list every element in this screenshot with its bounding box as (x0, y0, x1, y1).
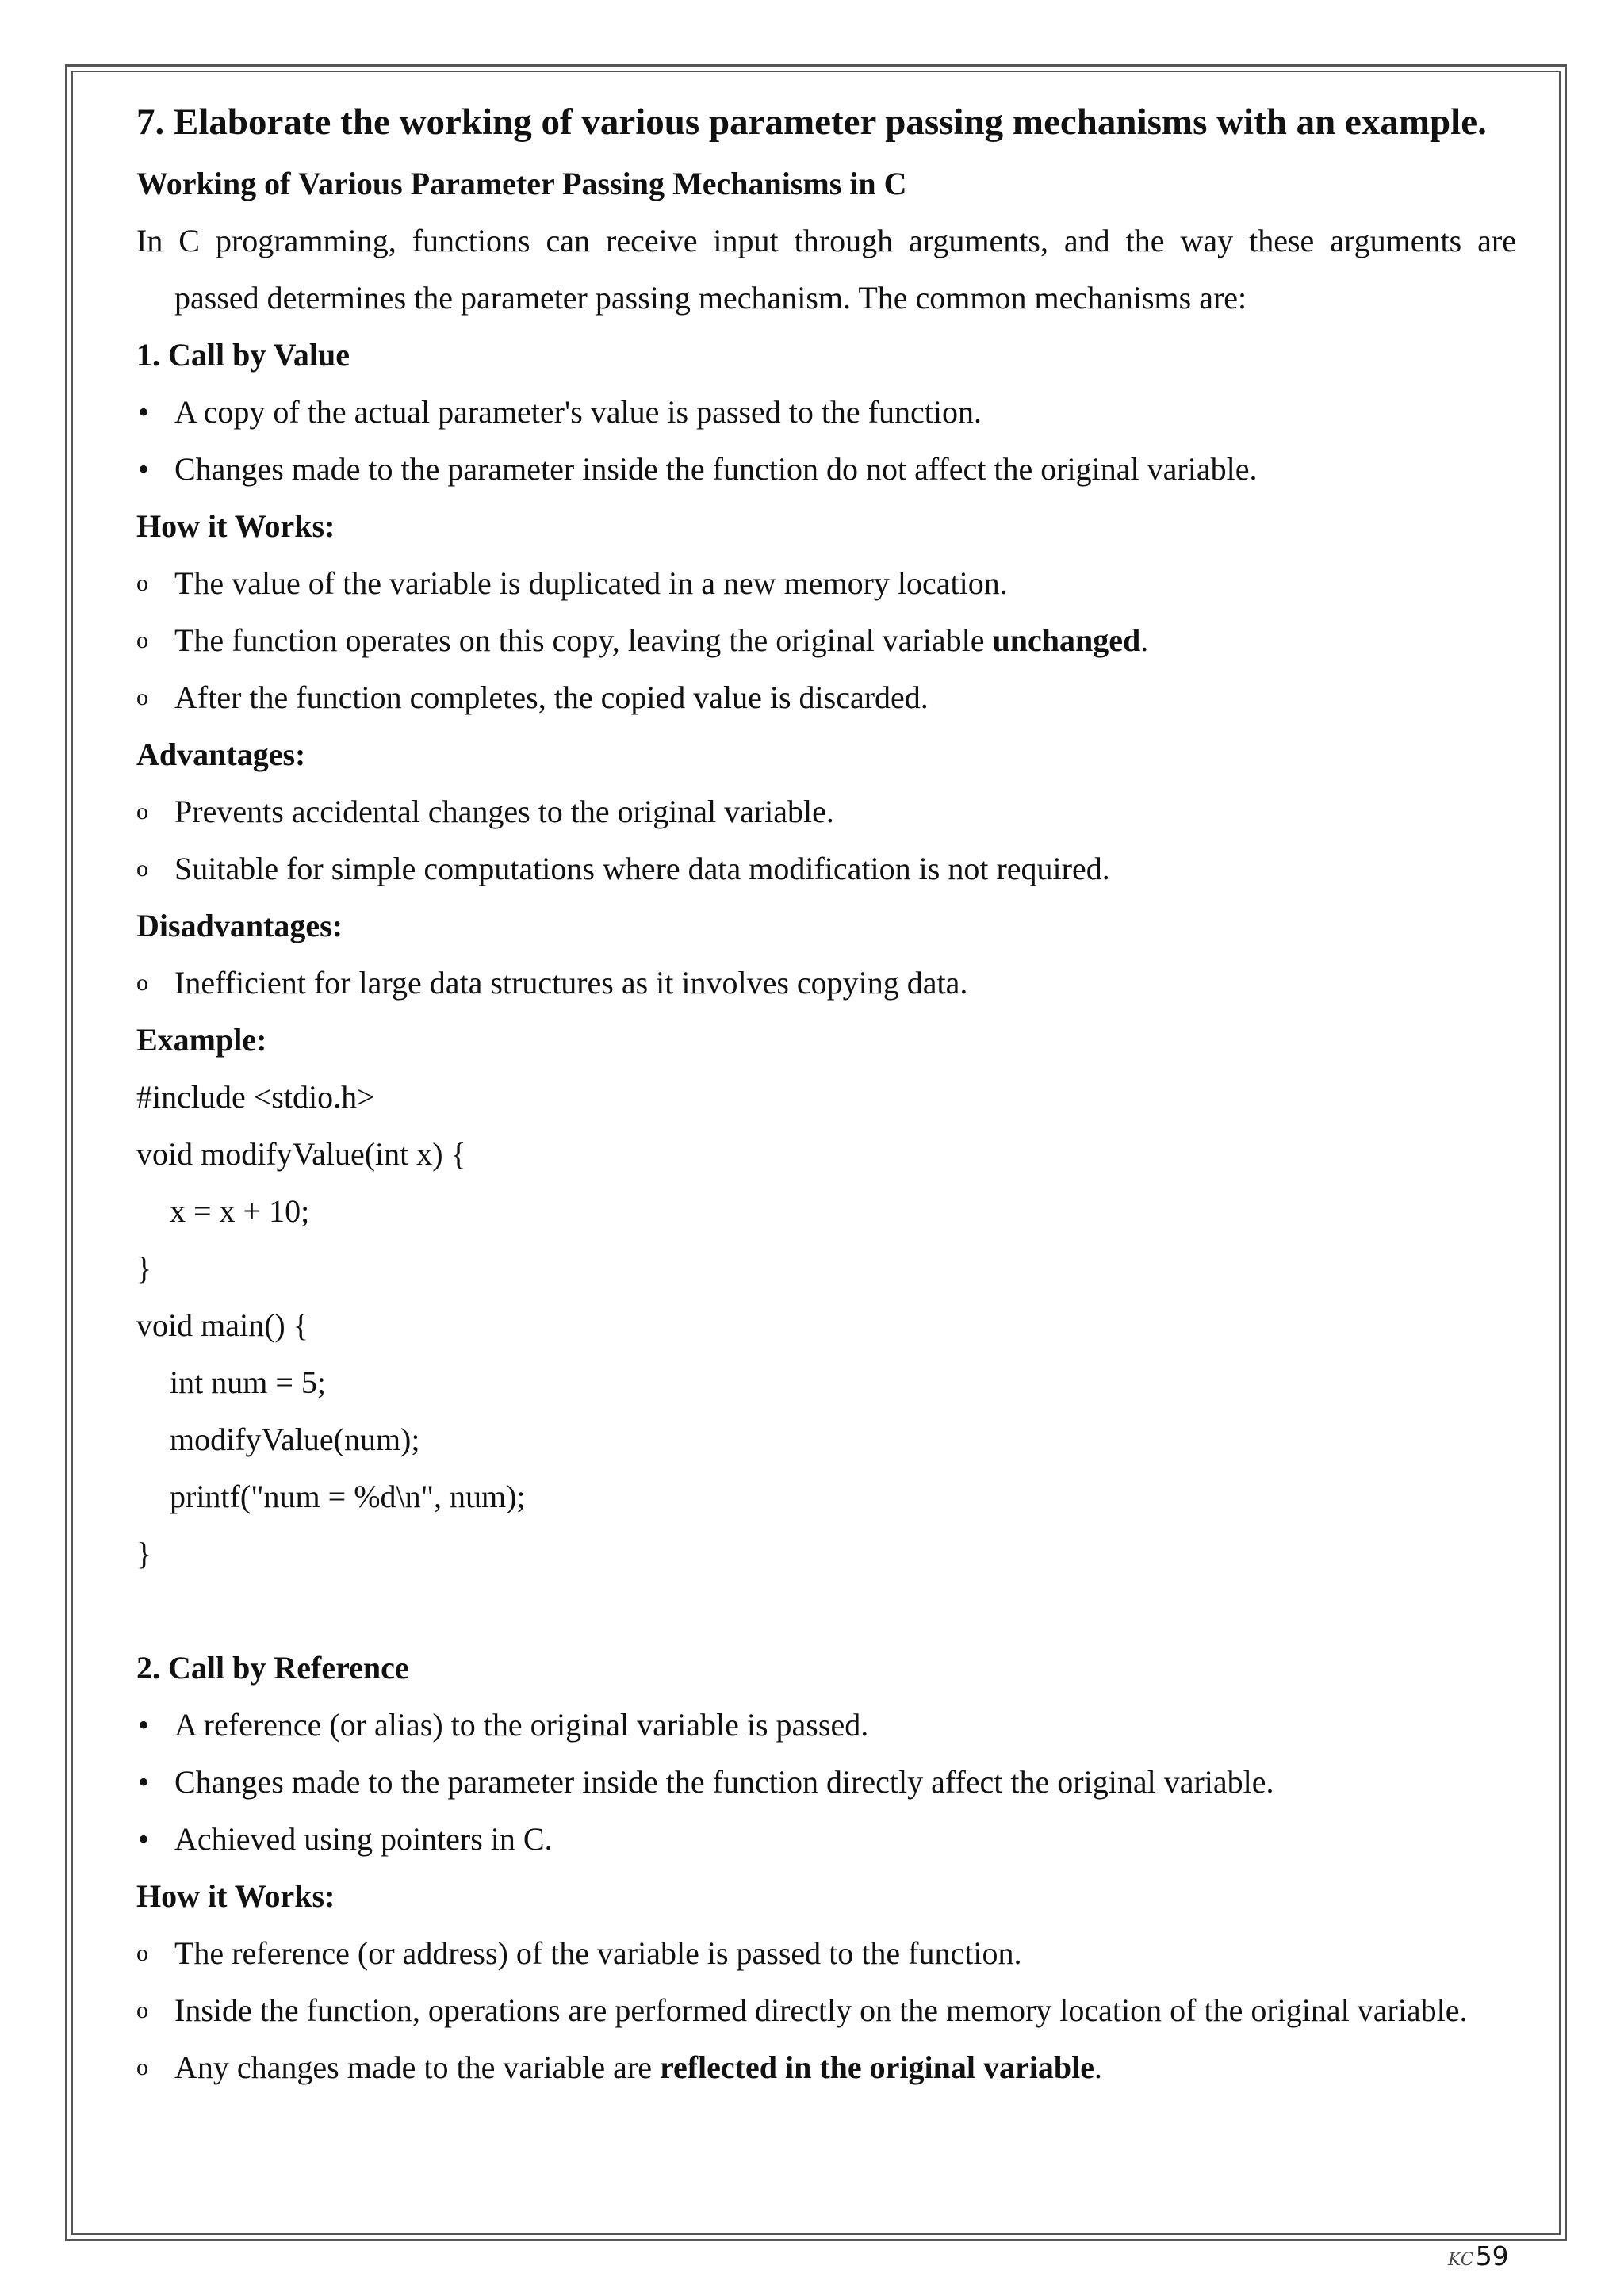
list-item-text: The reference (or address) of the variable is passed to the function. (174, 1935, 1022, 1971)
bullet-disc-icon: • (138, 1764, 150, 1800)
list-item-text: Inside the function, operations are performed directly on the memory location of the original variable. (174, 1992, 1468, 2028)
list-item-text: Suitable for simple computations where data modification is not required. (174, 851, 1110, 886)
list-item-text: A copy of the actual parameter's value is passed to the function. (174, 394, 982, 430)
footer-mark: KC (1448, 2250, 1474, 2270)
emphasis-text: unchanged (992, 622, 1141, 658)
intro-paragraph-line-1: In C programming, functions can receive input through arguments, and the way these arguments are (136, 223, 1516, 258)
how-it-works-heading: How it Works: (136, 1878, 335, 1914)
bullet-disc-icon: • (138, 1707, 150, 1743)
page-number: 59 (1475, 2241, 1509, 2271)
code-line: void modifyValue(int x) { (136, 1136, 466, 1172)
code-line: void main() { (136, 1307, 308, 1343)
page-footer (1448, 2241, 1509, 2271)
code-line: x = x + 10; (170, 1193, 310, 1229)
bullet-circle-icon: o (136, 1940, 148, 1966)
list-item (136, 612, 1516, 669)
list-item-tail: . (1140, 622, 1149, 658)
list-item (136, 2039, 1516, 2096)
bullet-circle-icon: o (136, 570, 148, 596)
section-title: Working of Various Parameter Passing Mechanisms in C (136, 166, 907, 201)
list-item (136, 1697, 1516, 1754)
bullet-circle-icon: o (136, 627, 148, 653)
list-item-text: Achieved using pointers in C. (174, 1821, 553, 1857)
list-item (136, 384, 1516, 441)
list-item-text: Changes made to the parameter inside the function directly affect the original variable. (174, 1764, 1274, 1800)
code-line: } (136, 1250, 152, 1286)
list-item (136, 441, 1516, 498)
list-item (136, 1811, 1516, 1868)
disadvantages-heading: Disadvantages: (136, 908, 343, 943)
intro-paragraph-line-2: passed determines the parameter passing mechanism. The common mechanisms are: (174, 280, 1247, 316)
bullet-circle-icon: o (136, 684, 148, 710)
call-by-value-heading: 1. Call by Value (136, 337, 350, 373)
list-item (136, 955, 1516, 1012)
blank-line (136, 1582, 1516, 1640)
example-heading: Example: (136, 1022, 267, 1058)
call-by-reference-heading: 2. Call by Reference (136, 1650, 409, 1686)
code-line: int num = 5; (170, 1364, 327, 1400)
list-item-text: The value of the variable is duplicated in a new memory location. (174, 565, 1008, 601)
advantages-heading: Advantages: (136, 737, 306, 772)
document-content (136, 89, 1516, 2096)
list-item (136, 1982, 1516, 2039)
emphasis-text: reflected in the original variable (659, 2049, 1094, 2085)
how-it-works-heading: How it Works: (136, 508, 335, 544)
list-item-text: After the function completes, the copied value is discarded. (174, 679, 929, 715)
bullet-circle-icon: o (136, 2054, 148, 2080)
code-line: } (136, 1536, 152, 1571)
list-item-text: Any changes made to the variable are (174, 2049, 660, 2085)
list-item (136, 555, 1516, 612)
bullet-disc-icon: • (138, 1821, 150, 1857)
list-item-text: Inefficient for large data structures as it involves copying data. (174, 965, 968, 1001)
bullet-disc-icon: • (138, 451, 150, 487)
code-line: #include <stdio.h> (136, 1079, 375, 1115)
bullet-circle-icon: o (136, 1997, 148, 2023)
list-item (136, 840, 1516, 897)
list-item-tail: . (1094, 2049, 1102, 2085)
list-item-text: Changes made to the parameter inside the function do not affect the original variable. (174, 451, 1258, 487)
list-item (136, 1925, 1516, 1982)
list-item-text: A reference (or alias) to the original variable is passed. (174, 1707, 869, 1743)
question-title: 7. Elaborate the working of various parameter passing mechanisms with an example. (136, 101, 1487, 143)
code-line: modifyValue(num); (170, 1422, 420, 1457)
list-item-text: Prevents accidental changes to the original variable. (174, 794, 834, 829)
list-item (136, 669, 1516, 726)
list-item (136, 1754, 1516, 1811)
code-line: printf("num = %d\n", num); (170, 1479, 526, 1514)
bullet-circle-icon: o (136, 798, 148, 825)
bullet-circle-icon: o (136, 855, 148, 882)
bullet-disc-icon: • (138, 394, 150, 430)
bullet-circle-icon: o (136, 970, 148, 996)
list-item (136, 783, 1516, 840)
list-item-text: The function operates on this copy, leaving the original variable (174, 622, 993, 658)
